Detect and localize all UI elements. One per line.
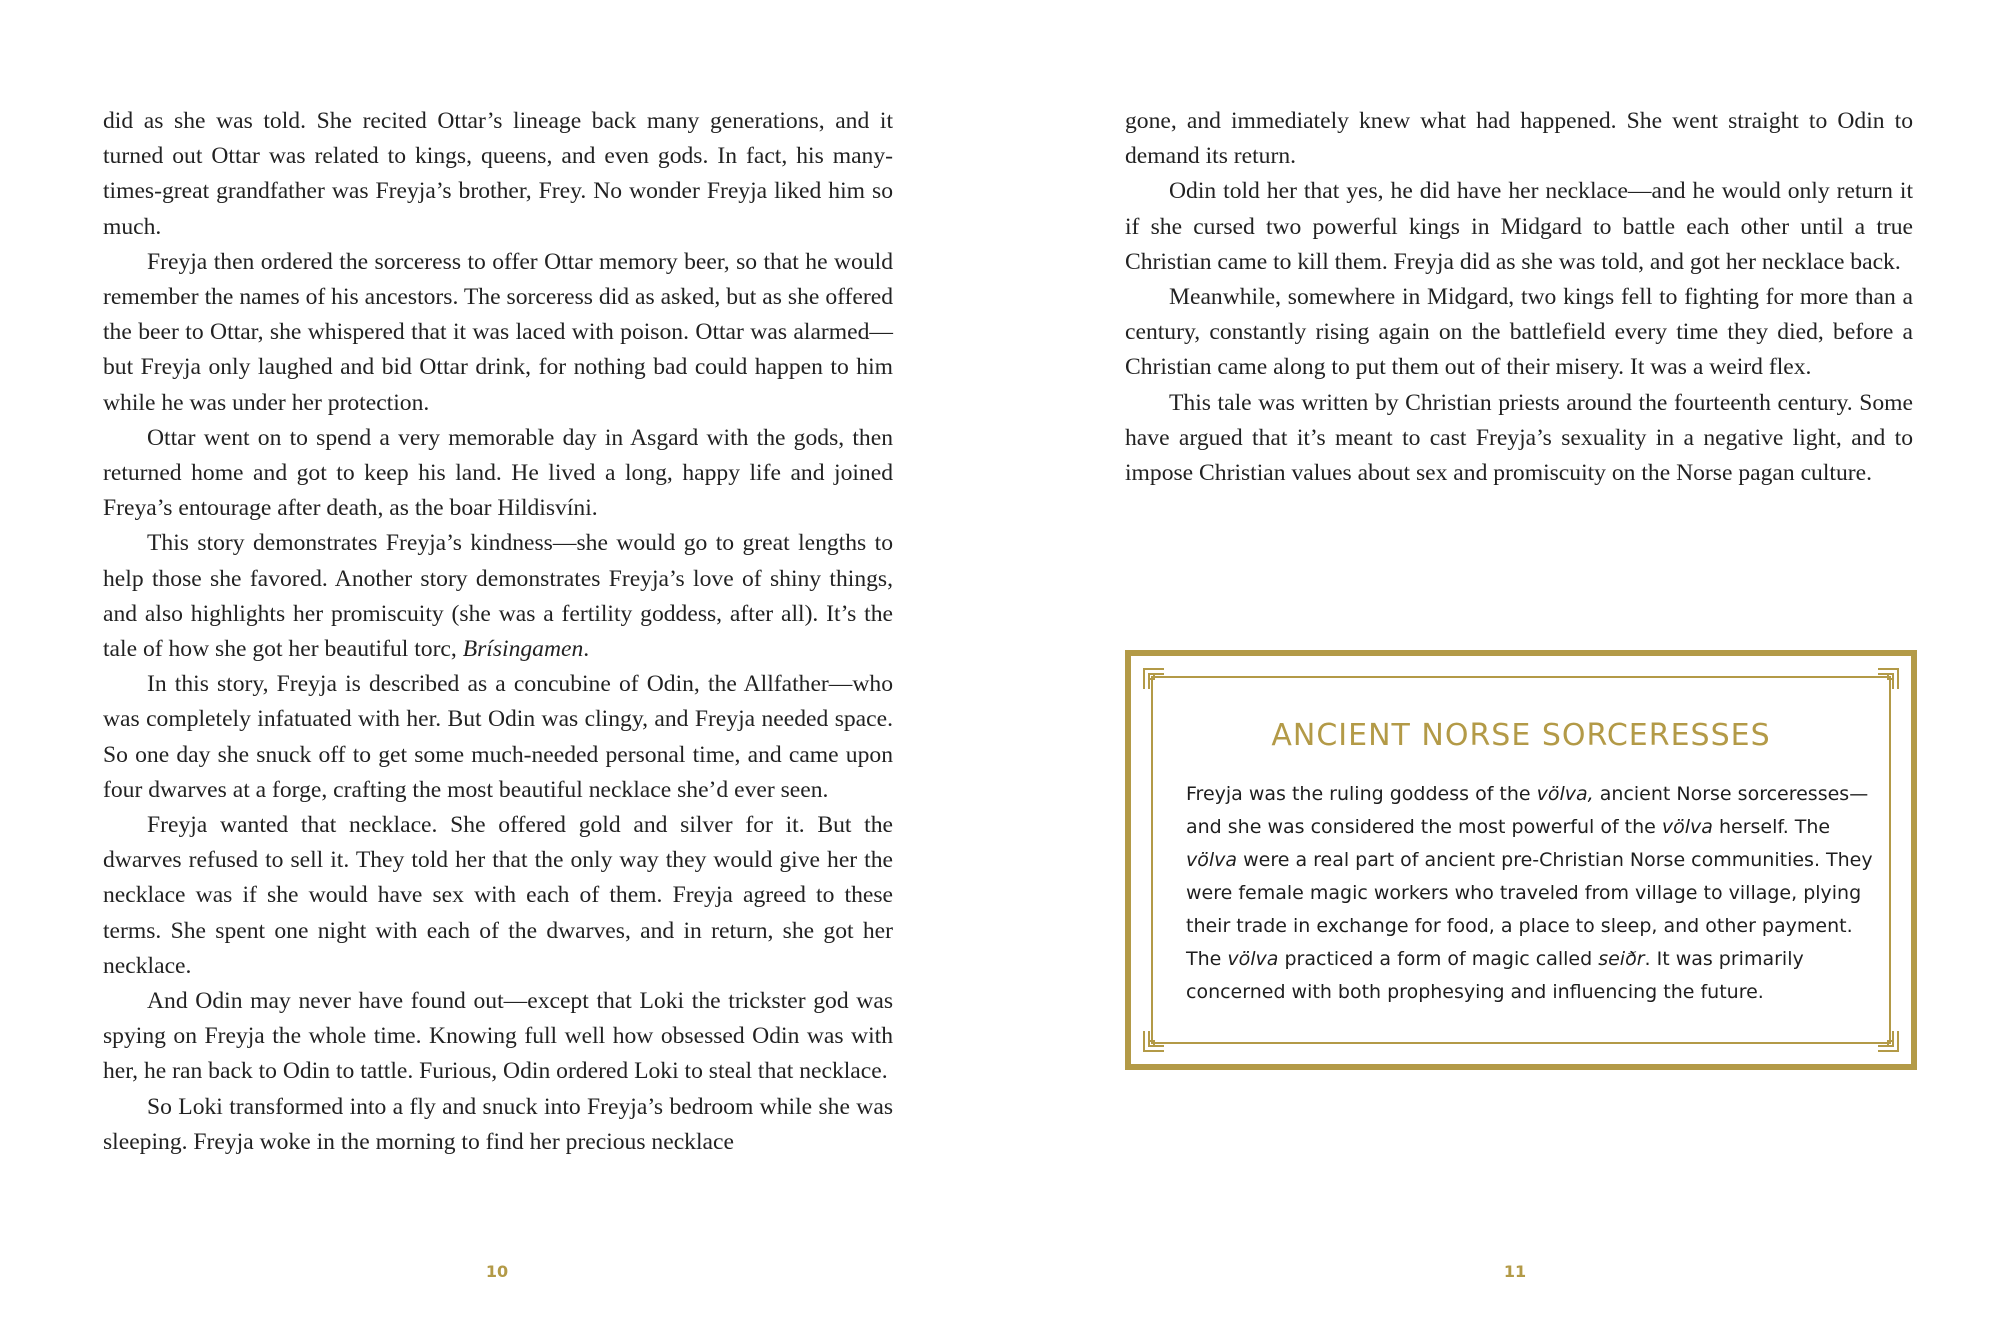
body-paragraph (103, 667, 893, 808)
sidebar-box (1125, 650, 1917, 1070)
corner-ornament-icon (1877, 668, 1899, 690)
text-run: gone, and immediately knew what had happened. She went straight to Odin to demand its return. (1125, 108, 1913, 170)
text-run: ancient Norse sorceresses—and she was considered the most powerful of the (1186, 783, 1869, 838)
page-number-right: 11 (1503, 1262, 1527, 1281)
text-run: Freyja wanted that necklace. She offered gold and silver for it. But the dwarves refused to sell it. They told her that the only way they would give her the necklace was if she would have sex with each of them. Freyja agreed to these terms. She spent one night with each of the dwarves, and in return, she got her necklace. (103, 812, 893, 979)
text-run: And Odin may never have found out—except that Loki the trickster god was spying on Freyja the whole time. Knowing full well how obsessed Odin was with her, he ran back to Odin to tattle. Furious, Odin ordered Loki to steal that necklace. (103, 988, 893, 1085)
page-number-left: 10 (485, 1262, 509, 1281)
sidebar-title: ANCIENT NORSE SORCERESSES (1271, 718, 1771, 753)
text-run: Freyja was the ruling goddess of the (1186, 783, 1537, 805)
body-paragraph (103, 808, 893, 984)
italic-text: völva (1186, 849, 1238, 871)
italic-text: seiðr (1598, 948, 1645, 970)
sidebar-body (1186, 778, 1876, 1009)
text-run: Freyja then ordered the sorceress to offer Ottar memory beer, so that he would remember the names of his ancestors. The sorceress did as asked, but as she offered the beer to Ottar, she whispered that it was laced with poison. Ottar was alarmed—but Freyja only laughed and bid Ottar drink, for nothing bad could happen to him while he was under her protection. (103, 248, 893, 416)
text-run: This tale was written by Christian priests around the fourteenth century. Some have argued that it’s meant to cast Freyja’s sexuality in a negative light, and to impose Christian values about sex and promiscuity on the Norse pagan culture. (1125, 389, 1913, 487)
italic-text: Brísingamen (462, 636, 584, 663)
body-paragraph (1125, 280, 1913, 386)
text-run: Ottar went on to spend a very memorable day in Asgard with the gods, then returned home and got to keep his land. He lived a long, happy life and joined Freya’s entourage after death, as the boar Hildisvíni. (103, 424, 893, 522)
text-run: practiced a form of magic called (1278, 948, 1599, 970)
left-page-body (103, 104, 893, 1160)
body-paragraph (103, 245, 893, 421)
text-run: . It was primarily concerned with both prophesying and influencing the future. (1186, 948, 1804, 1003)
body-paragraph (1125, 104, 1913, 174)
italic-text: völva, (1536, 783, 1594, 805)
text-run: were a real part of ancient pre-Christian Norse communities. They were female magic workers who traveled from village to village, plying their trade in exchange for food, a place to sleep, and other payment. The (1186, 849, 1873, 970)
text-run: did as she was told. She recited Ottar’s lineage back many generations, and it turned out Ottar was related to kings, queens, and even gods. In fact, his many-times-great grandfather was Freyja’s brother, Frey. No wonder Freyja liked him so much. (103, 108, 893, 240)
corner-ornament-icon (1877, 1030, 1899, 1052)
body-paragraph (103, 104, 893, 245)
text-run: Odin told her that yes, he did have her necklace—and he would only return it if she cursed two powerful kings in Midgard to battle each other until a true Christian came to kill them. Freyja did as she was told, and got her necklace back. (1125, 178, 1913, 275)
text-run: Meanwhile, somewhere in Midgard, two kings fell to fighting for more than a century, constantly rising again on the battlefield every time they died, before a Christian came along to put them out of their misery. It was a weird flex. (1125, 284, 1913, 381)
body-paragraph (1125, 386, 1913, 492)
text-run: . (583, 636, 590, 663)
body-paragraph (103, 421, 893, 527)
text-run: This story demonstrates Freyja’s kindness—she would go to great lengths to help those she favored. Another story demonstrates Freyja’s love of shiny things, and also highlights her promiscuity (she was a fertility goddess, after all). It’s the tale of how she got her beautiful torc, (103, 530, 893, 663)
text-run: herself. The (1712, 816, 1831, 838)
text-run: So Loki transformed into a fly and snuck into Freyja’s bedroom while she was sleeping. Freyja woke in the morning to find her precious necklace (103, 1093, 893, 1155)
corner-ornament-icon (1143, 668, 1165, 690)
body-paragraph (103, 984, 893, 1090)
text-run: In this story, Freyja is described as a concubine of Odin, the Allfather—who was completely infatuated with her. But Odin was clingy, and Freyja needed space. So one day she snuck off to get some much-needed personal time, and came upon four dwarves at a forge, crafting the most beautiful necklace she’d ever seen. (103, 671, 893, 803)
right-page (1000, 0, 2000, 1333)
body-paragraph (1125, 174, 1913, 280)
body-paragraph (103, 1090, 893, 1160)
right-page-body (1125, 104, 1913, 491)
body-paragraph (103, 526, 893, 667)
italic-text: völva (1661, 816, 1713, 838)
italic-text: völva (1227, 948, 1279, 970)
corner-ornament-icon (1143, 1030, 1165, 1052)
